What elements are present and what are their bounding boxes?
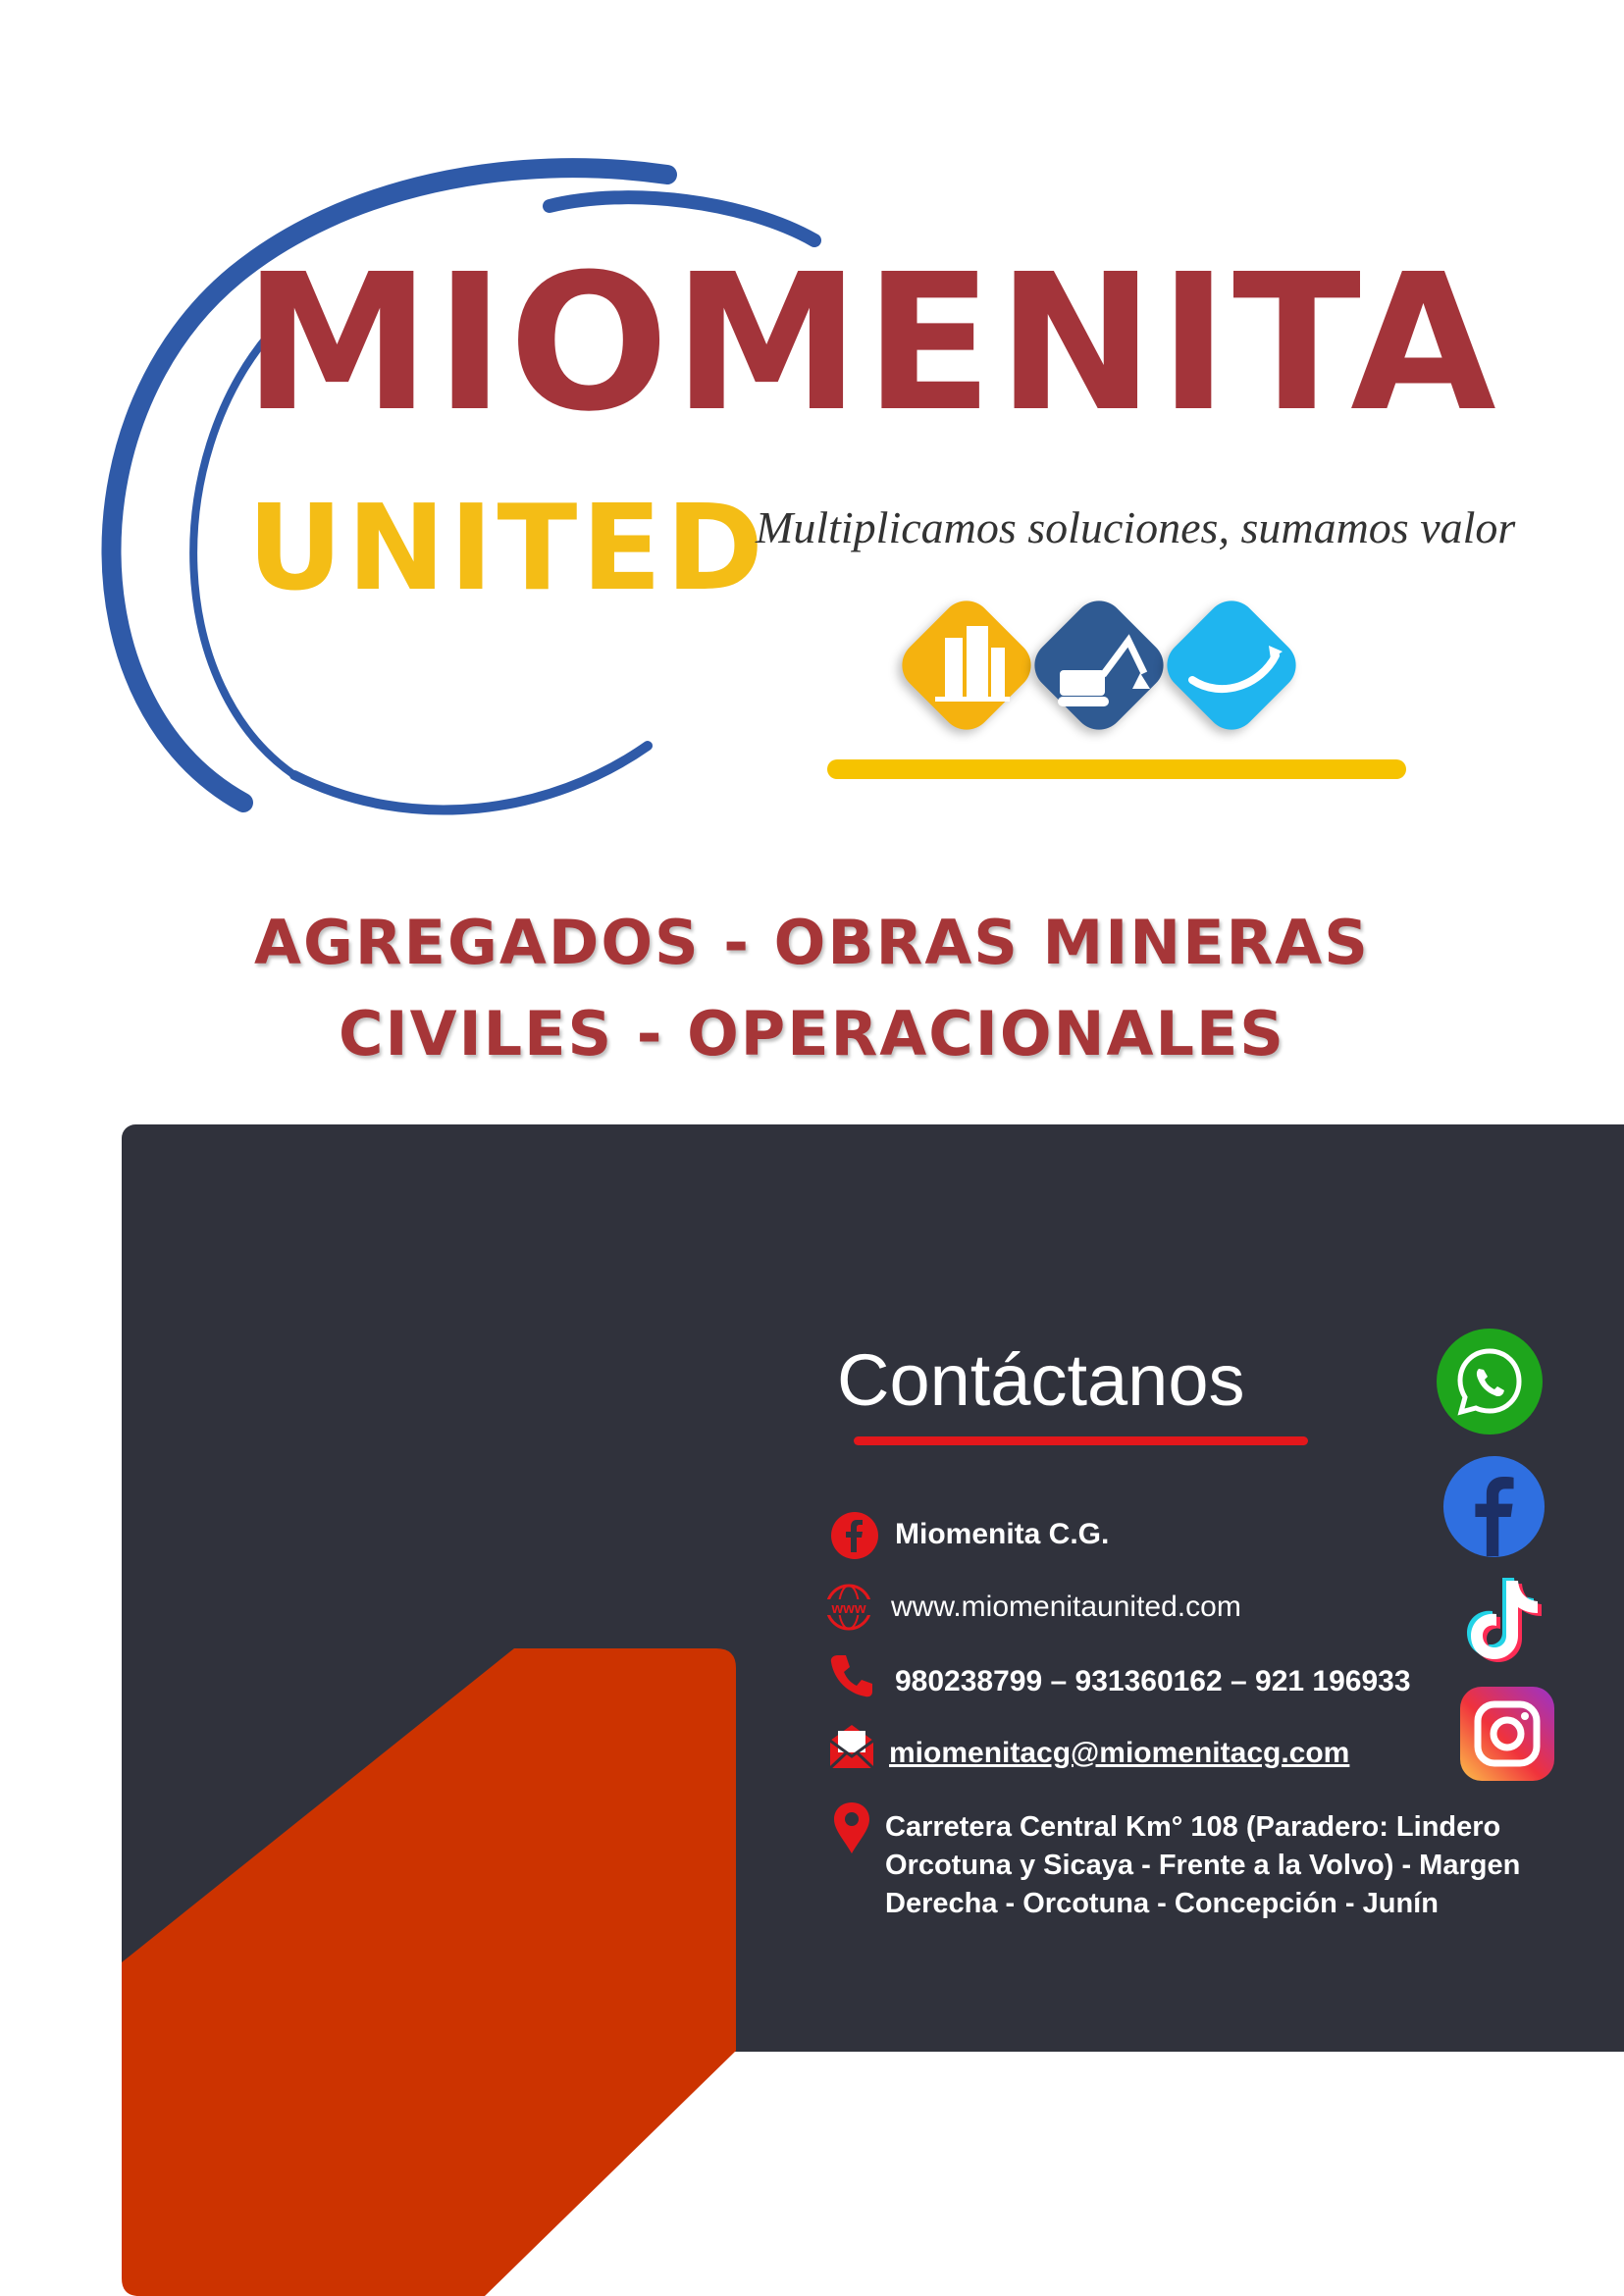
email-icon	[827, 1719, 876, 1770]
headline-line-2: CIVILES - OPERACIONALES	[339, 998, 1285, 1070]
company-logo	[0, 0, 1624, 844]
brand-tagline: Multiplicamos soluciones, sumamos valor	[756, 502, 1516, 552]
title-underline	[854, 1436, 1308, 1445]
phone-icon	[826, 1651, 875, 1700]
airplane-icon	[1153, 587, 1310, 744]
facebook-icon[interactable]	[1442, 1455, 1545, 1558]
address-line-3: Derecha - Orcotuna - Concepción - Junín	[885, 1888, 1439, 1919]
headline-line-1: AGREGADOS - OBRAS MINERAS	[254, 907, 1370, 978]
address-line-2: Orcotuna y Sicaya - Frente a la Volvo) - Margen	[885, 1850, 1521, 1881]
instagram-icon[interactable]	[1458, 1685, 1556, 1783]
brand-name: MIOMENITA	[243, 235, 1500, 453]
address-line-1: Carretera Central Km° 108 (Paradero: Lindero	[885, 1811, 1501, 1843]
logo-underline	[827, 759, 1406, 779]
address	[885, 1808, 1572, 1923]
email-link[interactable]: miomenitacg@miomenitacg.com	[889, 1737, 1350, 1769]
svg-text:www: www	[831, 1600, 866, 1617]
website-link[interactable]: www.miomenitaunited.com	[891, 1591, 1241, 1623]
tiktok-icon[interactable]	[1459, 1573, 1547, 1666]
accent-shape	[122, 1648, 736, 2296]
facebook-icon	[830, 1511, 879, 1560]
phone-numbers: 980238799 – 931360162 – 921 196933	[895, 1665, 1411, 1697]
whatsapp-icon[interactable]	[1436, 1328, 1544, 1435]
location-icon	[827, 1800, 876, 1855]
facebook-link[interactable]: Miomenita C.G.	[895, 1518, 1110, 1550]
contact-title: Contáctanos	[837, 1339, 1245, 1421]
www-icon	[820, 1583, 877, 1632]
brand-subname: UNITED	[247, 481, 767, 617]
